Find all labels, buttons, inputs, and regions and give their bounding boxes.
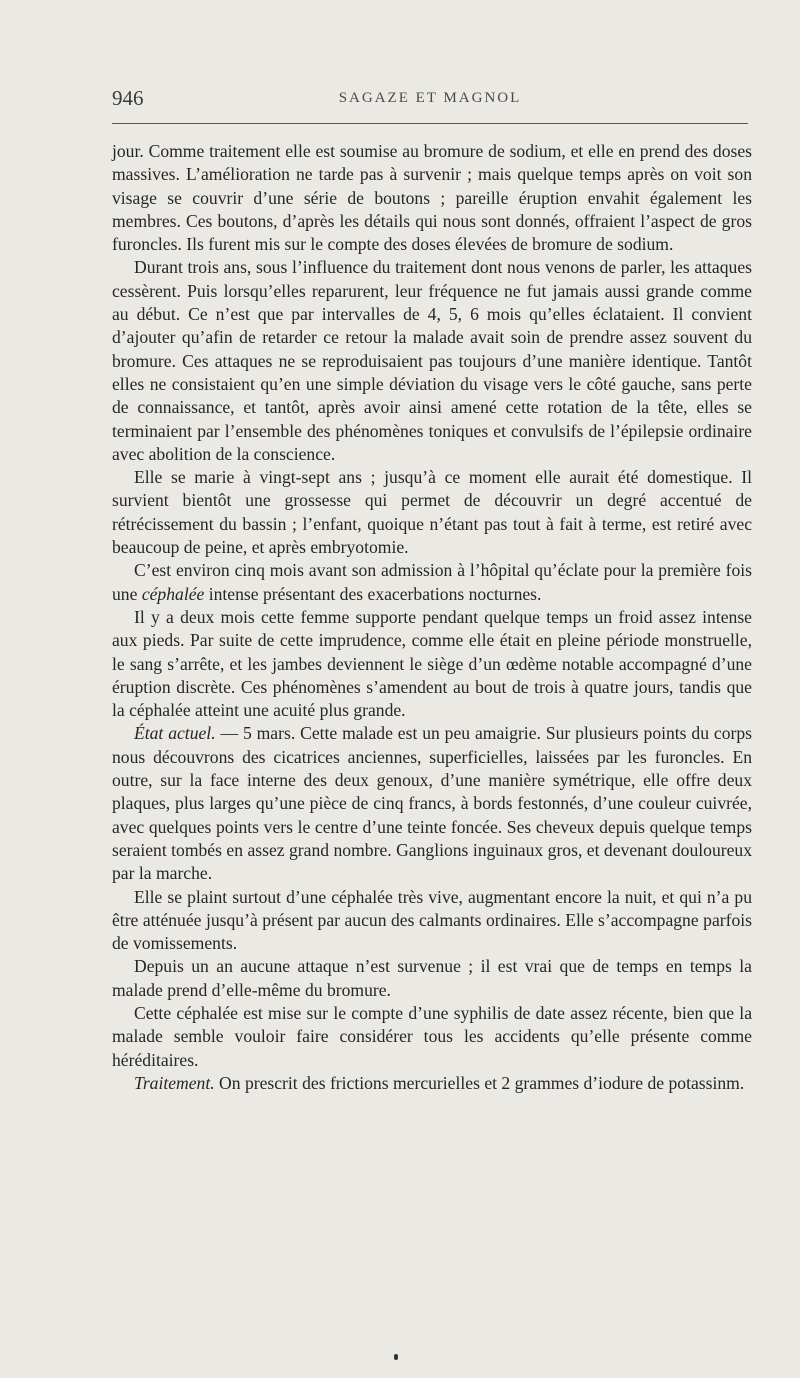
paragraph <box>112 256 752 466</box>
paragraph <box>112 955 752 1002</box>
paragraph-text: On prescrit des frictions mercurielles et 2 grammes d’iodure de potassinm. <box>214 1072 745 1093</box>
paragraph-text: — 5 mars. Cette malade est un peu amaigrie. Sur plusieurs points du corps nous découvrons des cicatrices anciennes, superficielles, laissées par les furoncles. En outre, sur la face interne des deux genoux, d’une manière symétrique, elle offre deux plaques, plus larges qu’une pièce de cinq francs, à bords festonnés, d’une couleur cuivrée, avec quelques points vers le centre d’une teinte foncée. Ses cheveux depuis quelque temps seraient tombés en assez grand nombre. Ganglions inguinaux gros, et devenant douloureux par la marche. <box>112 723 752 884</box>
paragraph-text: jour. Comme traitement elle est soumise au bromure de sodium, et elle en prend des doses massives. L’amélioration ne tarde pas à survenir ; mais quelque temps après on voit son visage se couvrir d’une série de boutons ; pareille éruption envahit également les membres. Ces boutons, d’après les détails qui nous sont donnés, offraient l’aspect de gros furoncles. Ils furent mis sur le compte des doses élevées de bromure de sodium. <box>112 141 752 255</box>
paragraph-text: Durant trois ans, sous l’influence du traitement dont nous venons de parler, les attaques cessèrent. Puis lorsqu’elles reparurent, leur fréquence ne fut jamais aussi grande comme au début. Ce n’est que par intervalles de 4, 5, 6 mois qu’elles éclataient. Il convient d’ajouter qu’afin de retarder ce retour la malade avait soin de prendre assez souvent du bromure. Ces attaques ne se reproduisaient pas toujours d’une manière identique. Tantôt elles ne consistaient qu’en une simple déviation du visage vers le côté gauche, sans perte de connaissance, et tantôt, après avoir ainsi amené cette rotation de la tête, elles se terminaient par l’ensemble des phénomènes toniques et convulsifs de l’épilepsie ordinaire avec abolition de la conscience. <box>112 257 752 464</box>
ink-mark <box>394 1354 398 1360</box>
paragraph <box>112 140 752 256</box>
paragraph-text: Cette céphalée est mise sur le compte d’une syphilis de date assez récente, bien que la malade semble vouloir faire considérer tous les accidents qu’elle présente comme héréditaires. <box>112 1002 752 1070</box>
paragraph-text: Elle se marie à vingt-sept ans ; jusqu’à ce moment elle aurait été domestique. Il survient bientôt une grossesse qui permet de découvrir un degré accentué de rétrécissement du bassin ; l’enfant, quoique n’étant pas tout à fait à terme, est retiré avec beaucoup de peine, et après embryotomie. <box>112 467 752 558</box>
paragraph-text: Il y a deux mois cette femme supporte pendant quelque temps un froid assez intense aux pieds. Par suite de cette imprudence, comme elle était en pleine période monstruelle, le sang s’arrête, et les jambes deviennent le siège d’un œdème notable accompagné d’une éruption discrète. Ces phénomènes s’amendent au bout de trois à quatre jours, tandis que la céphalée atteint une acuité plus grande. <box>112 606 752 721</box>
paragraph-text: Elle se plaint surtout d’une céphalée très vive, augmentant encore la nuit, et qui n’a pu être atténuée jusqu’à présent par aucun des calmants ordinaires. Elle s’accompagne parfois de vomissements. <box>112 886 752 954</box>
paragraph-text: C’est environ cinq mois avant son admission à l’hôpital qu’éclate pour la première fois une <box>112 560 752 604</box>
page-number: 946 <box>112 86 144 110</box>
paragraph <box>112 722 752 885</box>
paragraph <box>112 886 752 956</box>
paragraph-text: intense présentant des exacerbations nocturnes. <box>204 583 542 604</box>
paragraph <box>112 1002 752 1072</box>
italic-text: État actuel. <box>134 723 216 744</box>
paragraph <box>112 466 752 559</box>
italic-text: céphalée <box>141 583 205 604</box>
body-text <box>112 140 752 1095</box>
paragraph <box>112 606 752 722</box>
header-rule <box>112 123 748 124</box>
page-header <box>112 86 748 116</box>
italic-text: Traitement. <box>134 1072 215 1093</box>
paragraph-text: Depuis un an aucune attaque n’est survenue ; il est vrai que de temps en temps la malade prend d’elle-même du bromure. <box>112 956 752 1000</box>
paragraph <box>112 1072 752 1095</box>
paragraph <box>112 559 752 606</box>
running-title: SAGAZE ET MAGNOL <box>338 90 522 106</box>
